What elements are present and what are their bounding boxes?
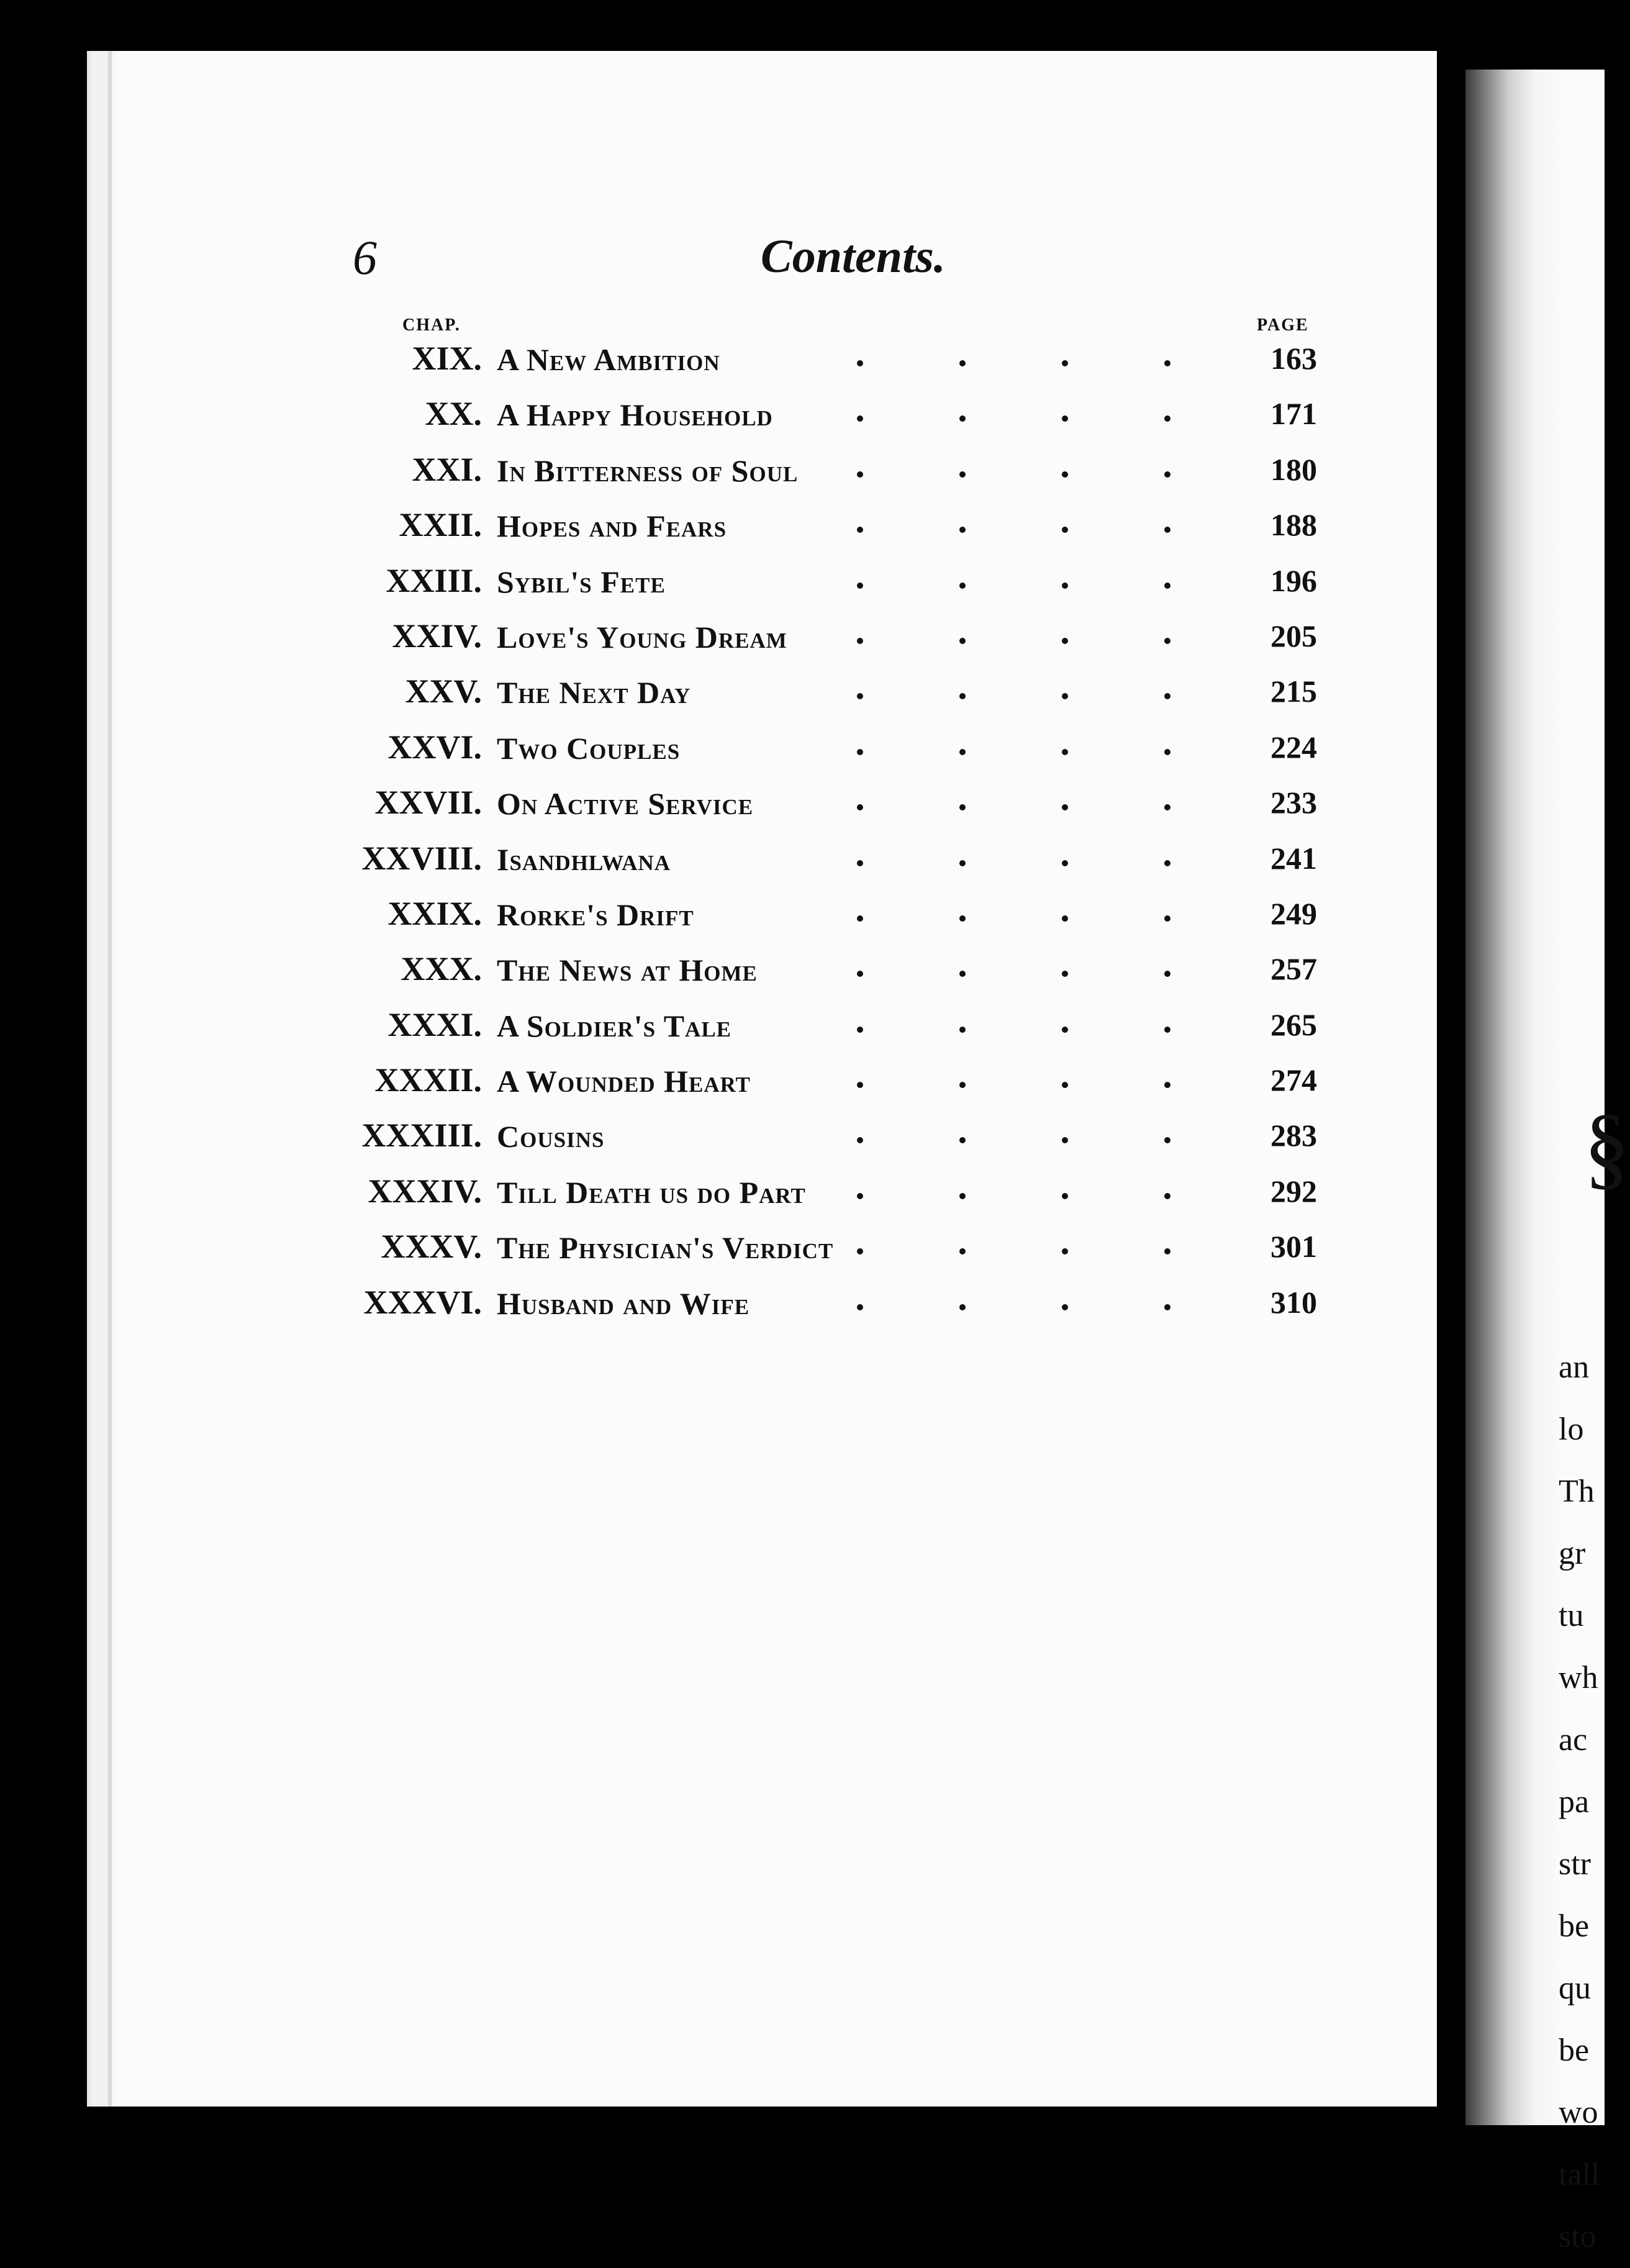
chapter-number: XXXII. (374, 1061, 482, 1099)
facing-page-text (1559, 1336, 1600, 2268)
chapter-title: A Soldier's Tale (497, 1008, 732, 1043)
page-reference: 224 (1270, 729, 1317, 764)
dot-leader (857, 1277, 1205, 1332)
facing-page-line: gr (1559, 1536, 1586, 1571)
dot-leader (857, 888, 1205, 943)
facing-page-line: be (1559, 1908, 1590, 1944)
chapter-title: Till Death us do Part (497, 1174, 806, 1210)
dot-leader (857, 333, 1205, 388)
dot-leader (857, 833, 1205, 888)
page-reference: 233 (1270, 785, 1317, 820)
dot-leader (857, 1221, 1205, 1276)
toc-entry (0, 777, 1605, 832)
chapter-number: XXVIII. (361, 839, 482, 877)
toc-entry (0, 555, 1605, 610)
chapter-title: The Physician's Verdict (497, 1230, 834, 1266)
page-title: Contents. (761, 230, 946, 283)
toc-entry (0, 499, 1605, 555)
page-reference: 301 (1270, 1229, 1317, 1264)
chapter-title: Cousins (497, 1119, 605, 1154)
dot-leader (857, 1055, 1205, 1110)
table-of-contents (0, 333, 1605, 1332)
page-reference: 171 (1270, 396, 1317, 432)
facing-page-line: sto (1559, 2219, 1596, 2254)
page-reference: 188 (1270, 507, 1317, 543)
facing-page-line: wh (1559, 1660, 1598, 1695)
page-reference: 163 (1270, 341, 1317, 376)
facing-page-line: be (1559, 2033, 1590, 2068)
toc-entry (0, 666, 1605, 721)
page-reference: 283 (1270, 1118, 1317, 1153)
page-reference: 274 (1270, 1063, 1317, 1098)
facing-page-line: qu (1559, 1971, 1591, 2006)
toc-entry (0, 1221, 1605, 1276)
toc-entry (0, 888, 1605, 943)
chapter-title: Hopes and Fears (497, 509, 727, 544)
chapter-column-header: CHAP. (402, 315, 461, 335)
toc-entry (0, 388, 1605, 443)
chapter-title: Husband and Wife (497, 1286, 750, 1321)
chapter-number: XXXIII. (361, 1117, 482, 1154)
facing-page-line: tu (1559, 1598, 1584, 1633)
chapter-title: Rorke's Drift (497, 897, 694, 932)
chapter-number: XXXIV. (368, 1172, 482, 1210)
chapter-number: XXIX. (387, 894, 482, 932)
toc-entry (0, 1166, 1605, 1221)
chapter-number: XXV. (405, 673, 482, 710)
facing-page-line: wo (1559, 2095, 1598, 2130)
facing-page-line: ac (1559, 1722, 1588, 1758)
chapter-number: XXX. (401, 950, 482, 988)
facing-page-line: tall (1559, 2157, 1600, 2192)
page-number: 6 (353, 230, 377, 284)
chapter-title: Two Couples (497, 730, 681, 766)
chapter-title: The Next Day (497, 675, 691, 710)
chapter-number: XXXVI. (363, 1283, 482, 1321)
chapter-title: Isandhlwana (497, 841, 671, 877)
chapter-title: A New Ambition (497, 342, 720, 377)
page-reference: 180 (1270, 451, 1317, 487)
chapter-number: XX. (425, 395, 482, 433)
chapter-title: Sybil's Fete (497, 564, 666, 599)
page-reference: 215 (1270, 674, 1317, 709)
toc-entry (0, 999, 1605, 1055)
dot-leader (857, 722, 1205, 777)
dot-leader (857, 943, 1205, 999)
toc-entry (0, 722, 1605, 777)
page-column-header: PAGE (1257, 315, 1309, 335)
toc-entry (0, 1110, 1605, 1165)
facing-page-line: str (1559, 1846, 1591, 1882)
chapter-title: A Happy Household (497, 397, 773, 433)
dot-leader (857, 777, 1205, 832)
page-reference: 310 (1270, 1284, 1317, 1320)
chapter-number: XXIII. (386, 561, 482, 599)
chapter-title: On Active Service (497, 786, 754, 822)
chapter-number: XXII. (399, 506, 482, 544)
toc-entry (0, 1055, 1605, 1110)
facing-page-line: pa (1559, 1784, 1590, 1820)
chapter-number: XXVII. (374, 784, 482, 822)
dot-leader (857, 1166, 1205, 1221)
chapter-number: XXIV. (392, 617, 482, 655)
dot-leader (857, 499, 1205, 555)
toc-entry (0, 610, 1605, 666)
page-reference: 257 (1270, 951, 1317, 987)
toc-entry (0, 943, 1605, 999)
page-reference: 205 (1270, 618, 1317, 653)
dot-leader (857, 666, 1205, 721)
chapter-number: XIX. (412, 340, 482, 377)
dot-leader (857, 1110, 1205, 1165)
page-reference: 196 (1270, 563, 1317, 598)
toc-entry (0, 1277, 1605, 1332)
chapter-title: The News at Home (497, 953, 758, 988)
dot-leader (857, 610, 1205, 666)
page-reference: 265 (1270, 1007, 1317, 1042)
ornament-glyph: § (1583, 1095, 1630, 1199)
dot-leader (857, 388, 1205, 443)
chapter-title: In Bitterness of Soul (497, 453, 799, 488)
toc-entry (0, 333, 1605, 388)
dot-leader (857, 555, 1205, 610)
chapter-number: XXXI. (387, 1005, 482, 1043)
chapter-number: XXXV. (381, 1228, 482, 1266)
dot-leader (857, 444, 1205, 499)
chapter-title: Love's Young Dream (497, 619, 787, 655)
page-reference: 292 (1270, 1173, 1317, 1209)
toc-entry (0, 833, 1605, 888)
page-reference: 241 (1270, 840, 1317, 876)
facing-page-line: an (1559, 1349, 1590, 1385)
dot-leader (857, 999, 1205, 1055)
chapter-number: XXVI. (387, 728, 482, 766)
toc-entry (0, 444, 1605, 499)
facing-page-line: Th (1559, 1474, 1595, 1509)
facing-page-line: lo (1559, 1412, 1584, 1447)
chapter-title: A Wounded Heart (497, 1064, 751, 1099)
page-reference: 249 (1270, 896, 1317, 931)
chapter-number: XXI. (412, 450, 482, 488)
